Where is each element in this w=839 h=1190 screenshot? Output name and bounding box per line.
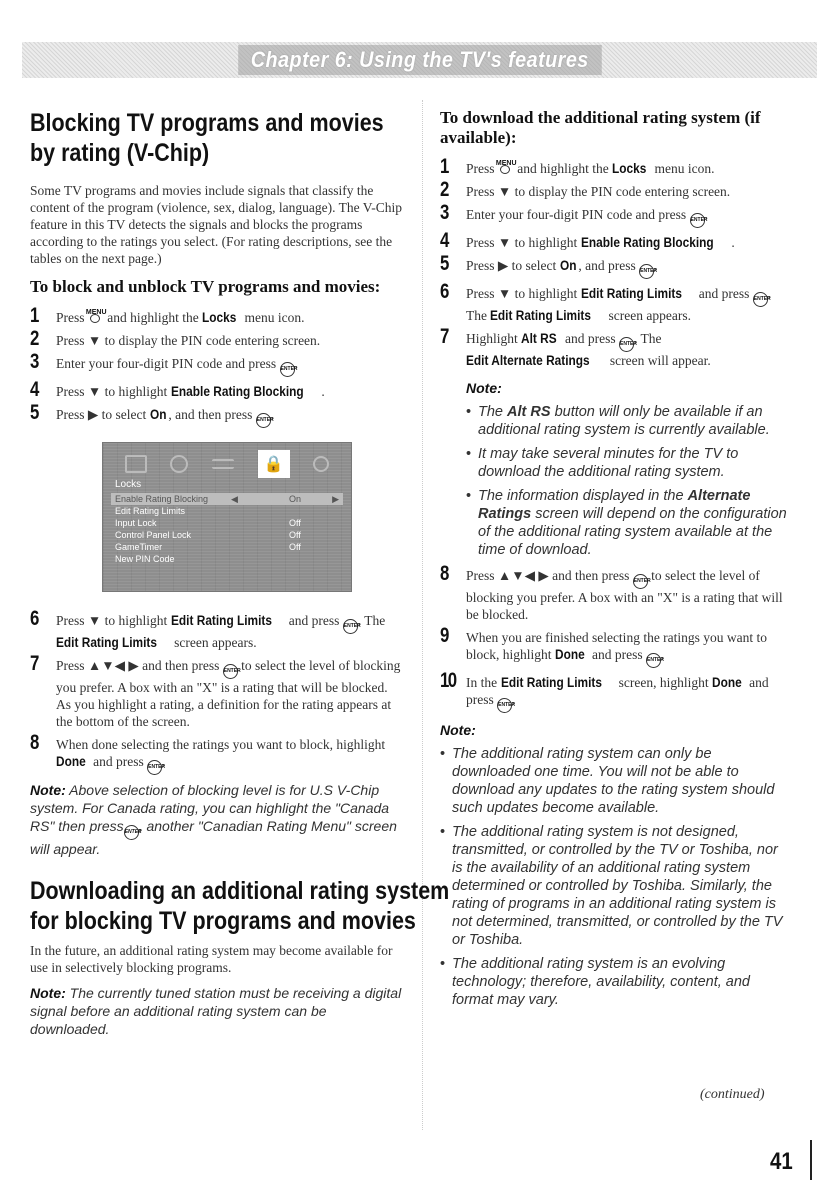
tv-row-new-pin: New PIN Code	[115, 554, 175, 564]
left-column	[30, 108, 450, 1038]
tv-locks-menu-screenshot	[102, 442, 352, 592]
section-heading-download: Downloading an additional rating system for blocking TV programs and movies	[30, 877, 450, 935]
enter-button-icon: ENTER	[223, 664, 238, 679]
step-item: 5 Press ▶ to select On , and press ENTER.	[440, 257, 790, 279]
gear-icon	[313, 456, 329, 472]
step-item: 7 Highlight Alt RS and press ENTER. The Edit Alternate Ratings screen will appear.	[440, 325, 711, 368]
step-item: 9 When you are finished selecting the ratings you want to block, highlight Done and press ENTER.	[440, 629, 790, 668]
step-item: 4 Press ▼ to highlight Enable Rating Blocking .	[440, 229, 735, 252]
enter-button-icon: ENTER	[639, 264, 654, 279]
step-item: 6 Press ▼ to highlight Edit Rating Limits and press ENTER. The Edit Rating Limits screen appears.	[30, 607, 386, 650]
enter-button-icon: ENTER	[690, 213, 705, 228]
step-item: 2 Press ▼ to display the PIN code entering screen.	[440, 178, 731, 201]
step-item: 10 In the Edit Rating Limits screen, highlight Done and press ENTER.	[440, 674, 790, 713]
continued-label: (continued)	[700, 1087, 765, 1102]
tv-menu-icon-bar	[113, 451, 341, 477]
enter-button-icon: ENTER	[343, 619, 358, 634]
page-number: 41	[770, 1148, 793, 1175]
download-paragraph: In the future, an additional rating system may become available for use in selectively blocking programs.	[30, 943, 393, 975]
enter-button-icon: ENTER	[497, 698, 512, 713]
tv-row-gametimer: GameTimer Off	[115, 542, 301, 552]
step-item: 2 Press ▼ to display the PIN code entering screen.	[30, 327, 321, 350]
setup-icon	[212, 459, 234, 469]
page-number-bar	[810, 1140, 812, 1180]
enter-button-icon: ENTER	[147, 760, 162, 775]
tv-row-input-lock: Input Lock Off	[115, 518, 301, 528]
right-column	[440, 108, 790, 1015]
intro-paragraph: Some TV programs and movies include signals that classify the content of the program (violence, sex, dialog, language). The V-Chip feature in this TV detects the signals and blocks the programs according to the ratings you select. (For rating descriptions, see the tables on the next page.)	[30, 183, 403, 266]
note-bullet: • The Alt RS button will only be available if an additional rating system is currently available.	[466, 403, 790, 439]
left-arrow-icon: ◀	[231, 494, 238, 504]
note-block-a: Note: • The Alt RS button will only be available if an additional rating system is currently available. • It may take several minutes for the TV to download the additional rating system. • The information displayed in the Alternate Ratings screen will depend on the configuration of the additional rating system available at the time of download.	[440, 379, 790, 559]
tv-row-enable-rating: Enable Rating Blocking ◀ On ▶	[111, 493, 343, 505]
step-item: 3 Enter your four-digit PIN code and press ENTER.	[30, 355, 405, 377]
step-item: 6 Press ▼ to highlight Edit Rating Limits and press ENTER. The Edit Rating Limits screen appears.	[440, 280, 772, 323]
chapter-title: Chapter 6: Using the TV's features	[238, 45, 601, 75]
step-item: 4 Press ▼ to highlight Enable Rating Blocking .	[30, 378, 325, 401]
column-divider	[422, 100, 423, 1130]
step-item: 1 Press MENU and highlight the Locks menu icon.	[440, 155, 715, 178]
note-bullet: • The information displayed in the Alternate Ratings screen will depend on the configuration of the additional rating system available at the time of download.	[466, 487, 790, 559]
note-bullet: • The additional rating system is an evolving technology; therefore, availability, content, and format may vary.	[440, 955, 790, 1009]
note-b-bullets	[440, 745, 790, 1009]
tv-row-control-panel-lock: Control Panel Lock Off	[115, 530, 301, 540]
enter-button-icon: ENTER	[753, 292, 768, 307]
menu-button-icon: MENU	[88, 311, 104, 323]
note-bullet: • The additional rating system can only be downloaded one time. You will not be able to download any updates to the rating system should such updates become available.	[440, 745, 790, 817]
tv-row-edit-rating: Edit Rating Limits	[115, 506, 186, 516]
tv-locks-menu	[111, 479, 343, 565]
steps-list-a	[30, 304, 405, 428]
step-item: 7 Press ▲▼◀ ▶ and then press ENTER to select the level of blocking you prefer. A box with an "X" is a rating that will be blocked. As you highlight a rating, a definition for the rating appears at the bottom of the screen.	[30, 652, 401, 729]
step-item: 3 Enter your four-digit PIN code and press ENTER.	[440, 206, 790, 228]
subheading-block-unblock: To block and unblock TV programs and movies:	[30, 277, 381, 296]
note-a-bullets	[466, 403, 790, 559]
step-item: 5 Press ▶ to select On , and then press ENTER.	[30, 406, 405, 428]
enter-button-icon: ENTER	[619, 337, 634, 352]
enter-button-icon: ENTER	[633, 574, 648, 589]
note-b-label: Note:	[440, 722, 476, 738]
note-bullet: • The additional rating system is not designed, transmitted, or controlled by the TV or Toshiba, nor is the availability of an additional rating system determined or controlled by Toshiba. Similarly, the rating of programs in an additional rating system is not determined, transmitted, or controlled by the TV or Toshiba.	[440, 823, 790, 949]
step-item: 1 Press MENU and highlight the Locks menu icon.	[30, 304, 305, 327]
tv-menu-title: Locks	[115, 479, 142, 490]
enter-button-icon: ENTER	[280, 362, 295, 377]
note-digital-signal: Note: The currently tuned station must be receiving a digital signal before an additional rating system can be downloaded.	[30, 985, 402, 1037]
enter-button-icon: ENTER	[646, 653, 661, 668]
steps-list-download	[440, 155, 790, 369]
subheading-download-system: To download the additional rating system (if available):	[440, 108, 761, 147]
note-canada-rating: Note: Above selection of blocking level is for U.S V-Chip system. For Canada rating, you can highlight the "Canada RS" then pressENTER, another "Canadian Rating Menu" screen will appear.	[30, 782, 397, 857]
step-item: 8 When done selecting the ratings you want to block, highlight Done and press ENTER.	[30, 736, 405, 775]
steps-list-b	[30, 607, 405, 775]
lock-icon: 🔒	[258, 450, 290, 478]
menu-button-icon: MENU	[498, 162, 514, 174]
note-bullet: • It may take several minutes for the TV to download the additional rating system.	[466, 445, 790, 481]
section-heading-vchip: Blocking TV programs and movies by rating (V-Chip)	[30, 109, 384, 167]
picture-icon	[125, 455, 147, 473]
chapter-banner	[22, 42, 817, 78]
enter-button-icon: ENTER	[256, 413, 271, 428]
enter-button-icon: ENTER	[124, 825, 139, 840]
audio-icon	[170, 455, 188, 473]
steps-list-download-2	[440, 562, 790, 713]
right-arrow-icon: ▶	[332, 494, 339, 504]
step-item: 8 Press ▲▼◀ ▶ and then press ENTER to select the level of blocking you prefer. A box with an "X" is a rating that will be blocked.	[440, 562, 783, 622]
